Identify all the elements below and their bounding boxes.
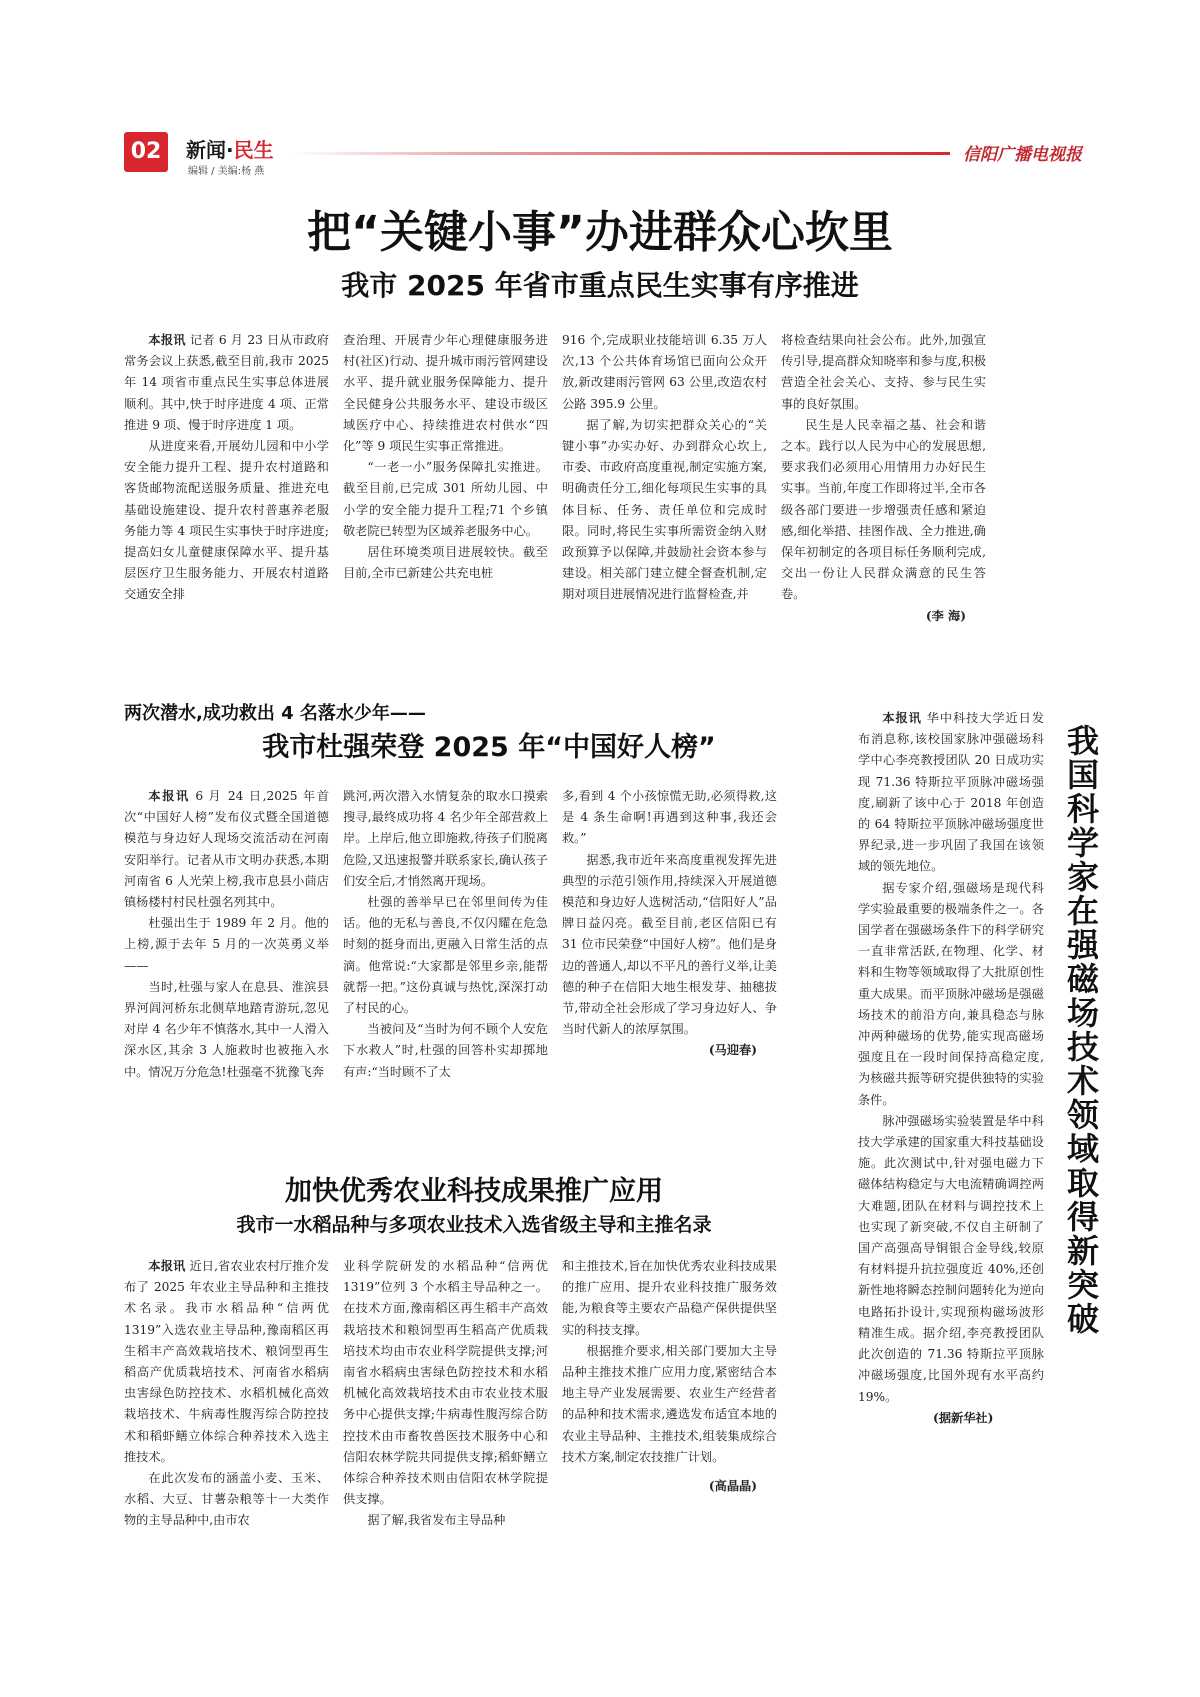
article1-byline: (李 海) [925,608,966,623]
article2-paragraph: 当时,杜强与家人在息县、淮滨县界河闾河桥东北侧草地踏青游玩,忽见对岸 4 名少年不慎落水,其中一人滑入深水区,其余 3 人施救时也被拖入水中。情况万分危急!杜强毫不犹豫飞奔 [124,979,329,1079]
article1-paragraph: 民生是人民幸福之基、社会和谐之本。践行以人民为中心的发展思想,要求我们必须用心用情用力办好民生实事。当前,年度工作即将过半,全市各级各部门要进一步增强责任感和紧迫感,细化举措、挂图作战、全力推进,确保年初制定的各项目标任务顺利完成,交出一份让人民群众满意的民生答卷。 [781,417,986,602]
header-rule [290,152,950,155]
article1-lead: 本报讯 [148,333,186,347]
article2-paragraph: 跳河,两次潜入水情复杂的取水口摸索搜寻,最终成功将 4 名少年全部营救上岸。上岸后,他立即施救,待孩子们脱离危险,又迅速报警并联系家长,确认孩子们安全后,才悄然离开现场。 [343,789,548,888]
article2-kicker: 两次潜水,成功救出 4 名落水少年—— [124,703,426,724]
article1-paragraph: 据了解,为切实把群众关心的“关键小事”办实办好、办到群众心坎上,市委、市政府高度重视,制定实施方案,明确责任分工,细化每项民生实事的具体目标、任务、责任单位和完成时限。同时,将民生实事所需资金纳入财政预算予以保障,并鼓励社会资本参与建设。相关部门建立健全督查机制,定期对项目进展情况进行监督检查,并 [562,417,767,602]
article1-paragraph: 居住环境类项目进展较快。截至目前,全市已新建公共充电桩 [343,545,548,581]
article2-paragraph: 多,看到 4 个小孩惊慌无助,必须得救,这是 4 条生命啊!再遇到这种事,我还会救。” [562,789,777,846]
article2-paragraph: 据悉,我市近年来高度重视发挥先进典型的示范引领作用,持续深入开展道德模范和身边好人选树活动,“信阳好人”品牌日益闪亮。截至目前,老区信阳已有 31 位市民荣登“中国好人榜”。他们是身边的普通人,却以不平凡的善行义举,让美德的种子在信阳大地生根发芽、抽穗拔节,带动全社会形成了学习身边好人、争当时代新人的浓厚氛围。 [562,852,777,1037]
article1-col2 [343,330,548,628]
article3-col1 [124,1256,329,1596]
article1-headline: 把“关键小事”办进群众心坎里 [307,207,893,258]
article4-byline: (据新华社) [933,1410,994,1425]
article2-paragraph: 当被问及“当时为何不顾个人安危下水救人”时,杜强的回答朴实却掷地有声:“当时顾不了太 [343,1022,548,1079]
article3-lead: 本报讯 [148,1259,186,1273]
article1-paragraph: 916 个,完成职业技能培训 6.35 万人次,13 个公共体育场馆已面向公众开放,新改建雨污管网 63 公里,改造农村公路 395.9 公里。 [562,333,767,411]
article4-paragraph: 华中科技大学近日发布消息称,该校国家脉冲强磁场科学中心李亮教授团队 20 日成功实现 71.36 特斯拉平顶脉冲磁场强度,刷新了该中心于 2018 年创造的 64 特斯拉平顶脉冲磁场强度世界纪录,进一步巩固了我国在该领域的领先地位。 [858,711,1044,874]
article2-col1 [124,786,329,1126]
article3-byline: (高晶晶) [708,1479,757,1494]
article1-paragraph: 记者 6 月 23 日从市政府常务会议上获悉,截至目前,我市 2025 年 14 项省市重点民生实事总体进展顺利。其中,快于时序进度 4 项、正常推进 9 项、慢于时序进度 1 项。 [124,333,329,432]
article1-paragraph: “一老一小”服务保障扎实推进。截至目前,已完成 301 所幼儿园、中小学的安全能力提升工程;71 个乡镇敬老院已转型为区域养老服务中心。 [343,460,548,538]
article3-paragraph: 近日,省农业农村厅推介发布了 2025 年农业主导品种和主推技术名录。我市水稻品种“信两优 1319”入选农业主导品种,豫南稻区再生稻丰产高效栽培技术、粮饲型再生稻高产优质栽培技术、河南省水稻病虫害绿色防控技术、水稻机械化高效栽培技术、牛病毒性腹泻综合防控技术和稻虾鳝立体综合种养技术入选主推技术。 [124,1259,329,1464]
article2-col2 [343,786,548,1126]
section-prefix: 新闻· [186,138,234,162]
article3-paragraph: 根据推介要求,相关部门要加大主导品种主推技术推广应用力度,紧密结合本地主导产业发展需要、农业生产经营者的品种和技术需求,遴选发布适宜本地的农业主导品种、主推技术,组装集成综合技术方案,制定农技推广计划。 [562,1343,777,1464]
article4-body [858,708,1044,1608]
article3-paragraph: 据了解,我省发布主导品种 [367,1513,506,1528]
article1-paragraph: 从进度来看,开展幼儿园和中小学安全能力提升工程、提升农村道路和客货邮物流配送服务质量、推进充电基础设施建设、提升农村普惠养老服务能力等 4 项民生实事快于时序进度;提高妇女儿童健康保障水平、提升基层医疗卫生服务能力、开展农村道路交通安全排 [124,439,329,602]
article2-paragraph: 6 月 24 日,2025 年首次“中国好人榜”发布仪式暨全国道德模范与身边好人现场交流活动在河南安阳举行。记者从市文明办获悉,本期河南省 6 人光荣上榜,我市息县小茴店镇杨楼村村民杜强名列其中。 [124,789,329,910]
article3-col2 [343,1256,548,1596]
article4-paragraph: 脉冲强磁场实验装置是华中科技大学承建的国家重大科技基础设施。此次测试中,针对强电磁力下磁体结构稳定与大电流精确调控两大难题,团队在材料与调控技术上也实现了新突破,不仅自主研制了国产高强高导铜银合金导线,较原有材料提升抗拉强度近 40%,还创新性地将瞬态控制问题转化为逆向电路拓扑设计,实现预构磁场波形精准生成。据介绍,李亮教授团队此次创造的 71.36 特斯拉平顶脉冲磁场强度,比国外现有水平高约 19%。 [858,1113,1044,1404]
article3-paragraph: 在此次发布的涵盖小麦、玉米、水稻、大豆、甘薯杂粮等十一大类作物的主导品种中,由市农 [124,1471,329,1528]
article4-paragraph: 据专家介绍,强磁场是现代科学实验最重要的极端条件之一。各国学者在强磁场条件下的科学研究一直非常活跃,在物理、化学、材料和生物等领域取得了大批原创性重大成果。而平顶脉冲磁场是强磁场技术的前沿方向,兼具稳态与脉冲两种磁场的优势,能实现高磁场强度且在一段时间保持高稳定度,为核磁共振等研究提供独特的实验条件。 [858,880,1044,1107]
section-suffix: 民生 [233,138,274,162]
article2-col3 [562,786,777,1126]
article1-paragraph: 将检查结果向社会公布。此外,加强宣传引导,提高群众知晓率和参与度,积极营造全社会关心、支持、参与民生实事的良好氛围。 [781,333,986,411]
article1-col3 [562,330,767,628]
article1-subhead: 我市 2025 年省市重点民生实事有序推进 [341,269,859,302]
article3-headline: 加快优秀农业科技成果推广应用 [285,1176,663,1207]
article3-col3 [562,1256,777,1596]
article1-paragraph: 查治理、开展青少年心理健康服务进村(社区)行动、提升城市雨污管网建设水平、提升就业服务保障能力、提升全民健身公共服务水平、建设市级区域医疗中心、持续推进农村供水“四化”等 9 项民生实事正常推进。 [343,333,548,454]
article2-lead: 本报讯 [148,789,190,803]
article1-col4 [781,330,986,636]
article2-paragraph: 杜强出生于 1989 年 2 月。他的上榜,源于去年 5 月的一次英勇义举—— [124,916,329,973]
article4-headline: 我国科学家在强磁场技术领域取得新突破 [1062,724,1100,1336]
article3-paragraph: 业科学院研发的水稻品种“信两优 1319”位列 3 个水稻主导品种之一。在技术方面,豫南稻区再生稻丰产高效栽培技术和粮饲型再生稻高产优质栽培技术均由市农业科学院提供支撑;河南省水稻病虫害绿色防控技术和水稻机械化高效栽培技术由市农业技术服务中心提供支撑;牛病毒性腹泻综合防控技术由市畜牧兽医技术服务中心和信阳农林学院共同提供支撑;稻虾鳝立体综合种养技术则由信阳农林学院提供支撑。 [343,1259,548,1507]
article3-paragraph: 和主推技术,旨在加快优秀农业科技成果的推广应用、提升农业科技推广服务效能,为粮食等主要农产品稳产保供提供坚实的科技支撑。 [562,1259,777,1337]
article3-subhead: 我市一水稻品种与多项农业技术入选省级主导和主推名录 [236,1214,712,1236]
article2-byline: (马迎春) [708,1043,757,1058]
section-title [186,134,274,163]
article2-paragraph: 杜强的善举早已在邻里间传为佳话。他的无私与善良,不仅闪耀在危急时刻的挺身而出,更融入日常生活的点滴。他常说:“大家都是邻里乡亲,能帮就帮一把。”这份真诚与热忱,深深打动了村民的心。 [343,895,548,1016]
article4-lead: 本报讯 [882,711,922,725]
page-number-badge: 02 [124,132,168,172]
article1-col1 [124,330,329,628]
editor-credit: 编辑 / 美编:杨 燕 [188,166,265,177]
article2-headline: 我市杜强荣登 2025 年“中国好人榜” [262,732,716,763]
paper-name: 信阳广播电视报 [963,145,1082,165]
